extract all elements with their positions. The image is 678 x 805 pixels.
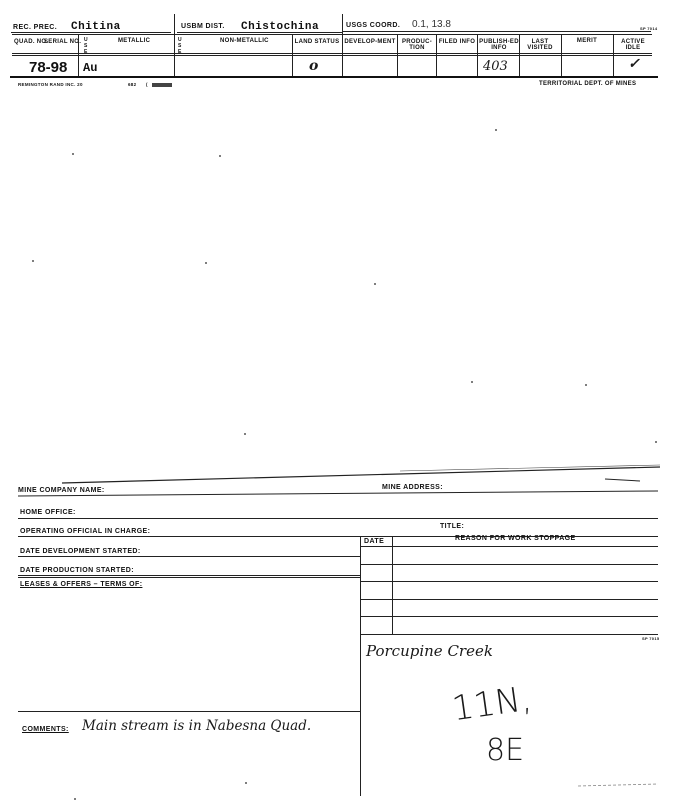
- printer-code: 682: [128, 82, 137, 87]
- development-rule: [18, 556, 360, 557]
- col-header-rule: [12, 53, 652, 54]
- active-idle-value: ✓: [628, 56, 640, 72]
- quad-serial-value: 78-98: [29, 59, 68, 76]
- col-active-idle: ACTIVE IDLE: [621, 39, 645, 51]
- comments-top-rule: [18, 711, 360, 712]
- divider-land: [342, 14, 343, 76]
- usbm-dist-value: Chistochina: [241, 21, 320, 33]
- stoppage-header-rule: [360, 546, 658, 547]
- metallic-value: Au: [83, 61, 98, 75]
- divider-development: [397, 34, 398, 76]
- rec-prec-value: Chitina: [71, 21, 121, 33]
- divider-visited: [561, 34, 562, 76]
- speck: [655, 441, 657, 443]
- stoppage-row-5: [360, 634, 658, 635]
- land-status-value: o: [309, 58, 319, 74]
- comments-value: Main stream is in Nabesna Quad.: [82, 718, 312, 734]
- dept-line: TERRITORIAL DEPT. OF MINES: [539, 81, 637, 87]
- stoppage-row-1: [360, 564, 658, 565]
- col-filed-info: FILED INFO: [438, 39, 476, 45]
- divider-production: [436, 34, 437, 76]
- home-office-label: HOME OFFICE:: [20, 509, 76, 516]
- usbm-rule: [177, 32, 342, 33]
- right-panel-divider: [360, 536, 361, 796]
- speck: [245, 782, 247, 784]
- col-last-visited: LAST VISITED: [527, 39, 553, 51]
- mine-company-name-label: MINE COMPANY NAME:: [18, 487, 105, 494]
- divider-published: [519, 34, 520, 76]
- date-production-label: DATE PRODUCTION STARTED:: [20, 567, 134, 574]
- speck: [74, 798, 76, 800]
- col-development: DEVELOP-MENT: [344, 39, 396, 45]
- mine-address-label: MINE ADDRESS:: [382, 484, 443, 491]
- date-header: DATE: [364, 538, 385, 545]
- faint-marks: [540, 780, 660, 790]
- printer-line: REMINGTON RAND INC. 20: [18, 82, 83, 87]
- col-metallic: METALLIC: [118, 38, 151, 44]
- bottom-form-code: SP 7015: [642, 636, 660, 641]
- divider-serial: [78, 34, 79, 76]
- col-use-metallic: U S E: [84, 37, 88, 55]
- divider-nonmetallic: [292, 34, 293, 76]
- divider-merit: [613, 34, 614, 76]
- speck: [374, 283, 376, 285]
- stoppage-date-divider: [392, 536, 393, 634]
- divider-metallic: [174, 14, 175, 76]
- col-land-status: LAND STATUS: [294, 39, 340, 45]
- usgs-coord-label: USGS COORD.: [346, 22, 401, 29]
- leases-label: LEASES & OFFERS – TERMS OF:: [20, 581, 143, 588]
- stoppage-row-3: [360, 599, 658, 600]
- speck: [244, 433, 246, 435]
- col-published-info: PUBLISH-ED INFO: [479, 39, 519, 51]
- published-info-value: 403: [483, 59, 508, 74]
- col-merit: MERIT: [576, 38, 598, 44]
- company-rule: [0, 488, 678, 500]
- stoppage-row-2: [360, 581, 658, 582]
- col-use-nonmetallic: U S E: [178, 37, 182, 55]
- printer-code-2: (: [146, 82, 148, 87]
- speck: [471, 381, 473, 383]
- col-production: PRODUC-TION: [401, 39, 433, 51]
- usgs-coord-value: 0.1, 13.8: [412, 19, 451, 30]
- divider-filed: [477, 34, 478, 76]
- top-card-bottom-rule: [10, 76, 658, 78]
- production-rule-2: [18, 577, 360, 578]
- title-label: TITLE:: [440, 523, 465, 530]
- speck: [205, 262, 207, 264]
- stoppage-row-4: [360, 616, 658, 617]
- speck: [495, 129, 497, 131]
- rec-prec-label: REC. PREC.: [13, 24, 58, 31]
- col-header-rule-2: [12, 55, 652, 56]
- col-quad-no: QUAD. NO.: [14, 39, 49, 45]
- speck: [585, 384, 587, 386]
- ink-smudge: [152, 83, 172, 87]
- usbm-dist-label: USBM DIST.: [181, 23, 225, 30]
- range-note: 8E: [486, 733, 525, 768]
- header-rule-2: [12, 34, 652, 35]
- reason-header: REASON FOR WORK STOPPAGE: [455, 535, 576, 542]
- comments-label: COMMENTS:: [22, 726, 69, 733]
- home-office-rule: [18, 518, 658, 519]
- date-development-label: DATE DEVELOPMENT STARTED:: [20, 548, 141, 555]
- speck: [32, 260, 34, 262]
- township-note: 11N,: [449, 678, 534, 730]
- location-note: Porcupine Creek: [366, 642, 493, 660]
- speck: [72, 153, 74, 155]
- production-rule: [18, 575, 360, 576]
- col-non-metallic: NON-METALLIC: [220, 38, 269, 44]
- top-form-code: SP 7014: [640, 26, 658, 31]
- speck: [219, 155, 221, 157]
- usgs-rule: [343, 31, 651, 32]
- col-serial-no: SERIAL NO.: [44, 39, 82, 45]
- rec-prec-rule: [11, 32, 171, 33]
- operating-official-label: OPERATING OFFICIAL IN CHARGE:: [20, 528, 151, 535]
